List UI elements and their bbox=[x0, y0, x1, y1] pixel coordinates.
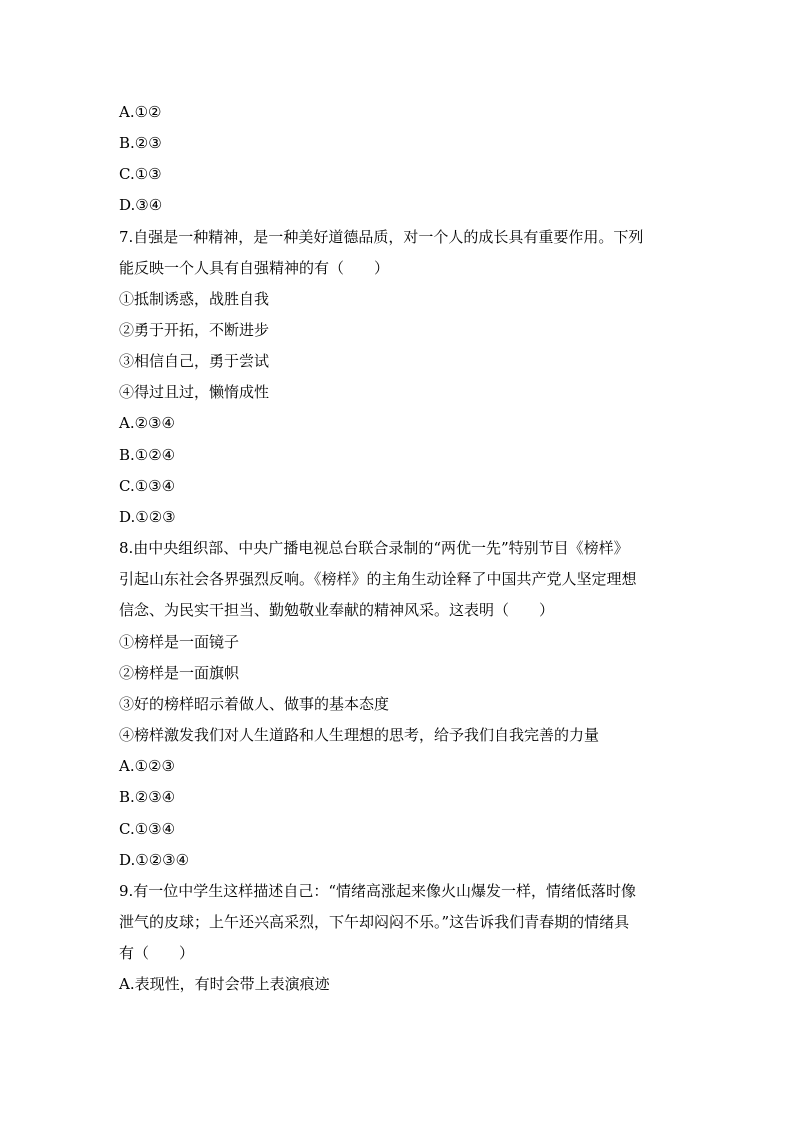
q8-stem-line-3: 信念、为民实干担当、勤勉敬业奉献的精神风采。这表明（ ） bbox=[119, 601, 555, 619]
q7-statement-1: ①抵制诱惑，战胜自我 bbox=[119, 290, 270, 308]
q8-option-a: A.①②③ bbox=[119, 757, 175, 775]
q6-option-c: C.①③ bbox=[119, 165, 162, 183]
q8-statement-3: ③好的榜样昭示着做人、做事的基本态度 bbox=[119, 695, 390, 713]
q7-statement-3: ③相信自己，勇于尝试 bbox=[119, 352, 270, 370]
q9-stem-line-2: 泄气的皮球；上午还兴高采烈，下午却闷闷不乐。”这告诉我们青春期的情绪具 bbox=[119, 913, 630, 931]
q8-stem-line-2: 引起山东社会各界强烈反响。《榜样》的主角生动诠释了中国共产党人坚定理想 bbox=[119, 570, 637, 588]
q7-stem-line-1: 7.自强是一种精神，是一种美好道德品质，对一个人的成长具有重要作用。下列 bbox=[119, 228, 644, 246]
q6-option-a: A.①② bbox=[119, 103, 162, 121]
q9-option-a: A.表现性，有时会带上表演痕迹 bbox=[119, 975, 330, 993]
q8-statement-2: ②榜样是一面旗帜 bbox=[119, 664, 240, 682]
q8-stem-line-1: 8.由中央组织部、中央广播电视总台联合录制的“两优一先”特别节目《榜样》 bbox=[119, 539, 629, 557]
q8-option-d: D.①②③④ bbox=[119, 851, 190, 869]
q9-stem-line-3: 有（ ） bbox=[119, 944, 195, 962]
q7-option-a: A.②③④ bbox=[119, 414, 175, 432]
q8-option-b: B.②③④ bbox=[119, 788, 176, 806]
q6-option-b: B.②③ bbox=[119, 134, 162, 152]
q7-statement-2: ②勇于开拓，不断进步 bbox=[119, 321, 270, 339]
q8-statement-1: ①榜样是一面镜子 bbox=[119, 633, 240, 651]
q7-option-c: C.①③④ bbox=[119, 477, 176, 495]
q9-stem-line-1: 9.有一位中学生这样描述自己：“情绪高涨起来像火山爆发一样，情绪低落时像 bbox=[119, 882, 636, 900]
q8-statement-4: ④榜样激发我们对人生道路和人生理想的思考，给予我们自我完善的力量 bbox=[119, 726, 600, 744]
q6-option-d: D.③④ bbox=[119, 196, 163, 214]
q7-option-b: B.①②④ bbox=[119, 446, 176, 464]
q7-statement-4: ④得过且过，懒惰成性 bbox=[119, 383, 270, 401]
q8-option-c: C.①③④ bbox=[119, 820, 176, 838]
q7-option-d: D.①②③ bbox=[119, 508, 176, 526]
q7-stem-line-2: 能反映一个人具有自强精神的有（ ） bbox=[119, 259, 390, 277]
